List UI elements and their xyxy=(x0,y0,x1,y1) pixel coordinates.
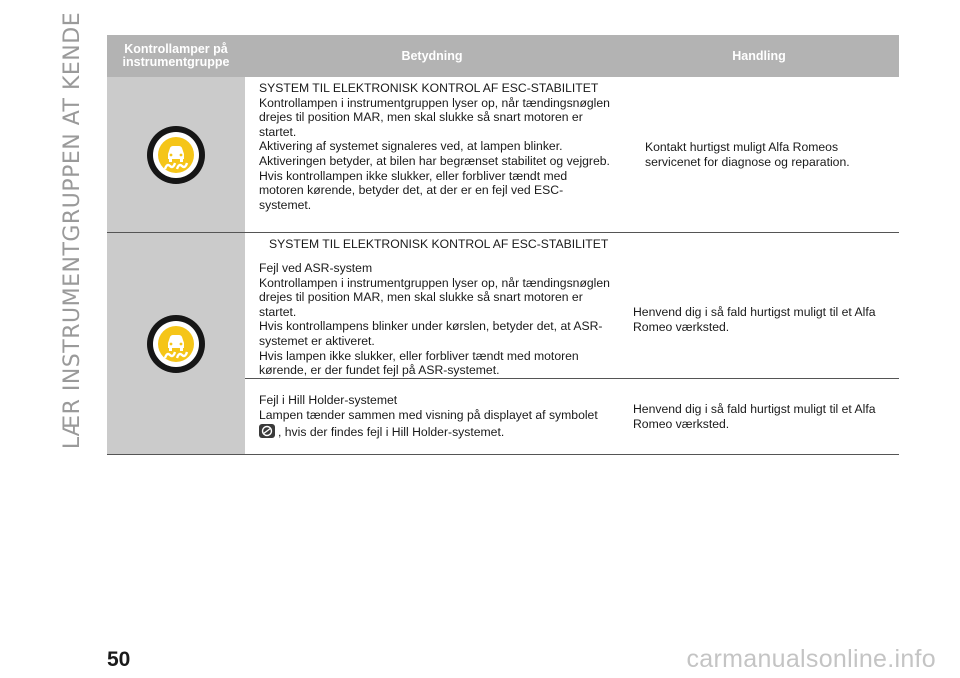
table-header xyxy=(107,35,899,77)
sub-row-asr xyxy=(245,253,899,379)
header-meaning: Betydning xyxy=(401,48,463,63)
meaning-cell xyxy=(245,253,617,378)
lamp-cell xyxy=(107,233,245,454)
watermark-text: carmanualsonline.info xyxy=(686,645,936,673)
row2-content xyxy=(245,233,899,454)
meaning-text: Fejl i Hill Holder-systemet xyxy=(259,393,398,407)
page-number: 50 xyxy=(107,648,131,671)
meaning-text: Hvis kontrollampen ikke slukker, eller forbliver tændt med motoren kørende, betyder det, at der er en fejl ved ESC-systemet. xyxy=(259,168,568,212)
action-text: Kontakt hurtigst muligt Alfa Romeos servicenet for diagnose og reparation. xyxy=(645,139,850,169)
esc-skid-warning-icon xyxy=(147,315,205,373)
meaning-text: Hvis lampen ikke slukker, eller forbliver tændt med motoren kørende, er der fundet fejl på ASR-systemet. xyxy=(259,348,579,378)
table-row xyxy=(107,233,899,455)
action-text: Henvend dig i så fald hurtigst muligt til et Alfa Romeo værksted. xyxy=(633,401,876,431)
action-cell xyxy=(617,379,899,454)
meaning-text: Hvis kontrollampens blinker under kørslen, betyder det, at ASR-systemet er aktiveret. xyxy=(259,319,603,348)
meaning-title: SYSTEM TIL ELEKTRONISK KONTROL AF ESC-STABILITET xyxy=(269,237,609,251)
meaning-text xyxy=(259,424,611,440)
section-side-title xyxy=(58,11,88,449)
header-action: Handling xyxy=(732,48,786,63)
meaning-text: Kontrollampen i instrumentgruppen lyser op, når tændingsnøglen drejes til position MAR, men skal slukke så snart motoren er startet. xyxy=(259,275,610,319)
action-cell xyxy=(617,77,899,232)
side-title-text: LÆR INSTRUMENTGRUPPEN AT KENDE xyxy=(60,11,86,449)
lamp-cell xyxy=(107,77,245,232)
meaning-text: Aktivering af systemet signaleres ved, at lampen blinker. Aktiveringen betyder, at bilen har begrænset stabilitet og vejgreb. xyxy=(259,139,610,168)
table-row xyxy=(107,77,899,233)
action-text: Henvend dig i så fald hurtigst muligt til et Alfa Romeo værksted. xyxy=(633,304,876,334)
esc-skid-warning-icon xyxy=(147,126,205,184)
meaning-cell xyxy=(245,379,617,454)
warning-lamp-table xyxy=(107,35,899,455)
action-cell xyxy=(617,253,899,378)
meaning-text: Lampen tænder sammen med visning på displayet af symbolet xyxy=(259,407,598,422)
hill-holder-icon xyxy=(259,424,275,438)
sub-row-hill-holder xyxy=(245,379,899,454)
meaning-text: Fejl ved ASR-system xyxy=(259,261,373,275)
header-lamps: Kontrollamper på instrumentgruppe xyxy=(107,35,245,77)
meaning-text: Kontrollampen i instrumentgruppen lyser op, når tændingsnøglen drejes til position MAR, men skal slukke så snart motoren er startet. xyxy=(259,95,610,139)
meaning-text-tail: , hvis der findes fejl i Hill Holder-systemet. xyxy=(278,425,505,440)
meaning-cell xyxy=(245,77,617,232)
meaning-title: SYSTEM TIL ELEKTRONISK KONTROL AF ESC-STABILITET xyxy=(259,81,599,95)
